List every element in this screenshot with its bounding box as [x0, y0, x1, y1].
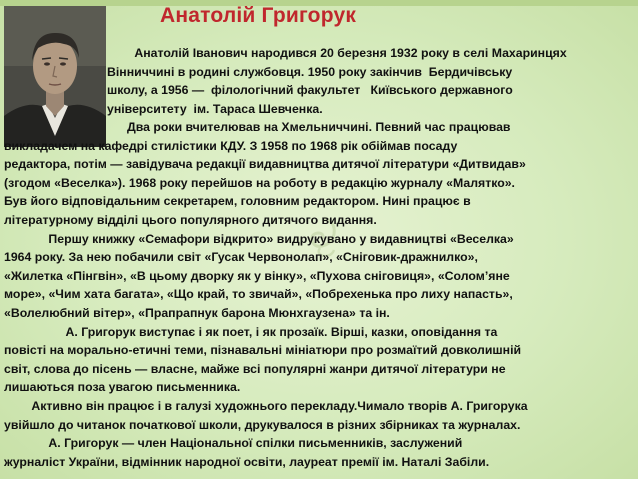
body-line: А. Григорук виступає і як поет, і як прозаїк. Вірші, казки, оповідання та: [4, 324, 498, 339]
page-title: Анатолій Григорук: [160, 4, 357, 27]
intro-line: Анатолій Іванович народився 20 березня 1932 року в селі Махаринцях: [107, 46, 567, 60]
intro-line: університету ім. Тараса Шевченка.: [107, 101, 323, 116]
body-line: «Волелюбний вітер», «Прапрапнук барона Мюнхгаузена» та ін.: [4, 305, 390, 320]
body-line: (згодом «Веселка»). 1968 року перейшов на роботу в редакцію журналу «Малятко».: [4, 175, 515, 190]
body-line: 1964 року. За нею побачили світ «Гусак Червонолап», «Сніговик-дражнилко»,: [4, 250, 478, 265]
body-line: Активно він працює і в галузі художнього перекладу.Чимало творів А. Григорука: [4, 398, 528, 413]
body-line: викладачем на кафедрі стилістики КДУ. З 1958 по 1968 рік обіймав посаду: [4, 138, 458, 153]
body-line: А. Григорук — член Національної спілки письменників, заслужений: [4, 436, 463, 451]
body-line: море», «Чим хата багата», «Що край, то звичай», «Побрехенька про лиху напасть»,: [4, 287, 513, 302]
body-line: лишаються поза увагою письменника.: [4, 380, 241, 395]
intro-paragraph: [107, 44, 567, 118]
body-line: увійшло до читанок початкової школи, друкувалося в різних збірниках та журналах.: [4, 417, 521, 432]
body-line: світ, слова до пісень — власне, майже всі популярні жанри дитячої літератури не: [4, 361, 506, 376]
body-line: Два роки вчителював на Хмельниччині. Певний час працював: [4, 120, 511, 134]
body-line: журналіст України, відмінник народної освіти, лауреат премії ім. Наталі Забіли.: [4, 454, 490, 469]
intro-line: Вінниччині в родині службовця. 1950 року закінчив Бердичівську: [107, 64, 513, 79]
body-line: літературному відділі цього популярного дитячого видання.: [4, 212, 377, 227]
body-line: «Жилетка «Пінгвін», «В цьому дворку як у вінку», «Пухова сніговиця», «Солом’яне: [4, 268, 510, 283]
body-line: повісті на морально-етичні теми, пізнавальні мініатюри про розмаїтий довколишній: [4, 343, 522, 358]
body-line: Був його відповідальним секретарем, головним редактором. Нині працює в: [4, 194, 471, 209]
body-text: [4, 118, 528, 471]
intro-line: школу, а 1956 — філологічний факультет Київського державного: [107, 83, 513, 98]
body-line: Першу книжку «Семафори відкрито» видрукувано у видавництві «Веселка»: [4, 231, 514, 246]
body-line: редактора, потім — завідувача редакції видавництва дитячої літератури «Дитвидав»: [4, 157, 526, 172]
